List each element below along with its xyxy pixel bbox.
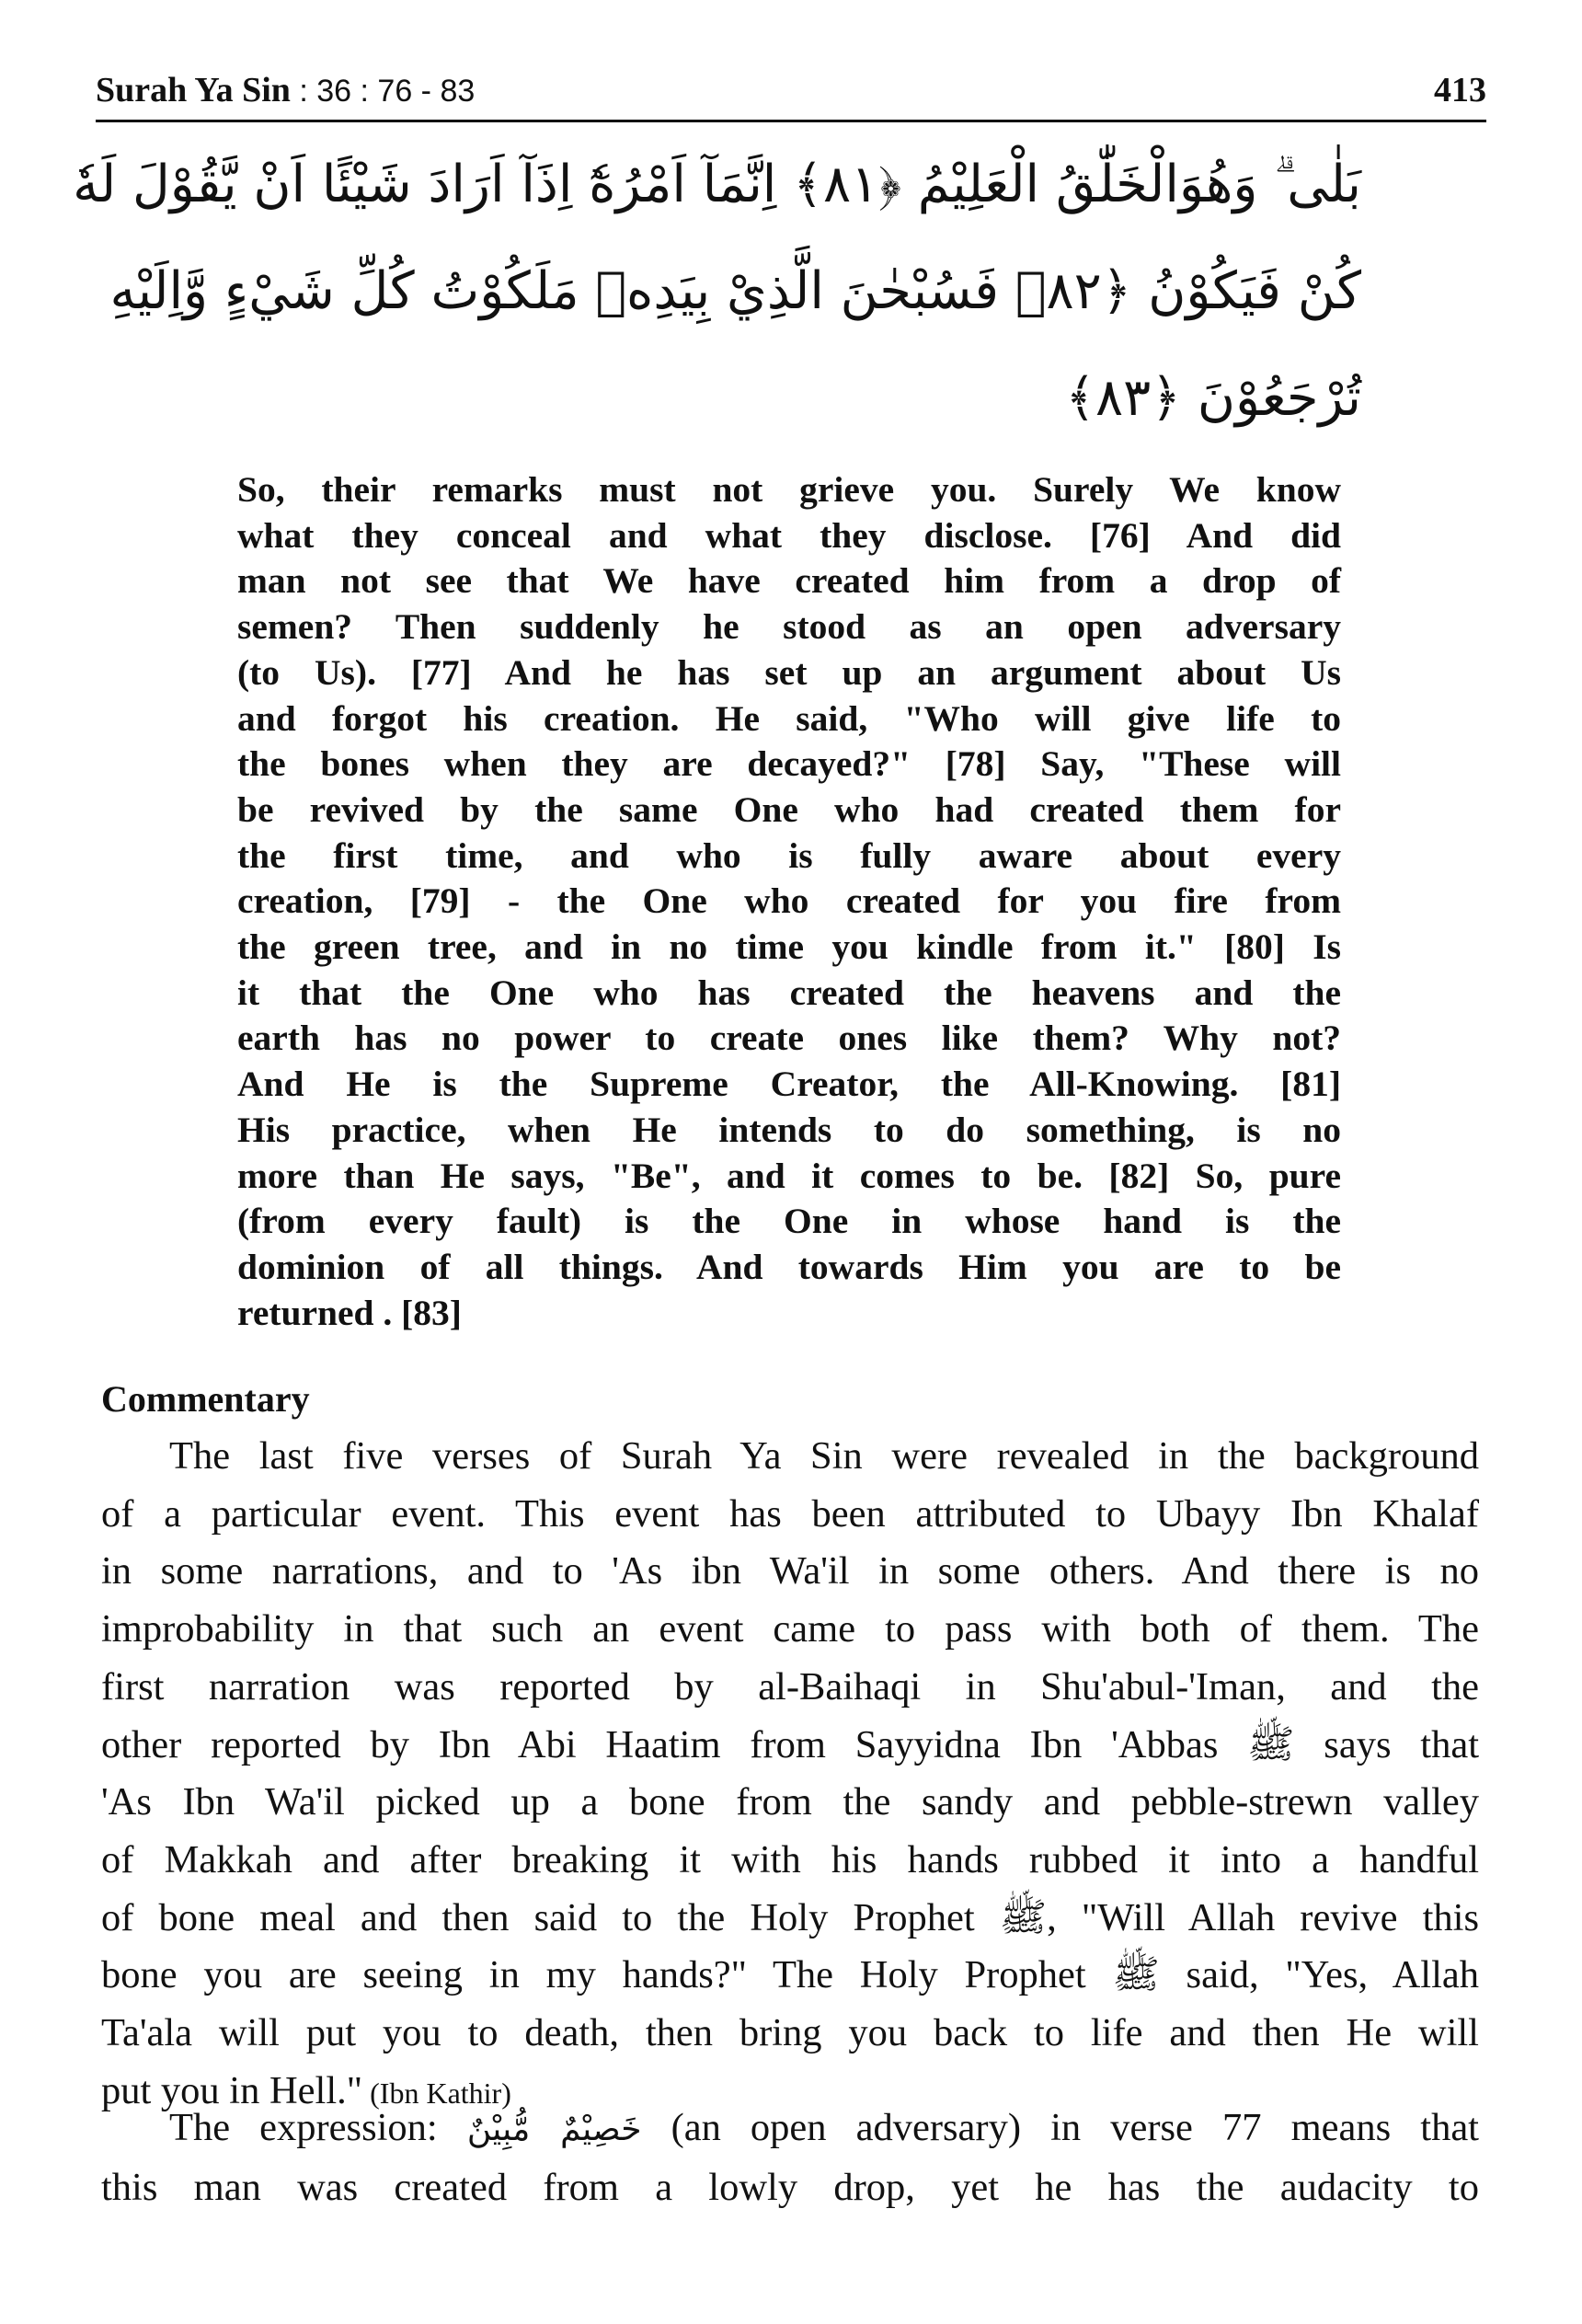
translation-line: (from every fault) is the One in whose hand is the (237, 1201, 1341, 1242)
paragraph-line: of a particular event. This event has been attributed to Ubayy Ibn Khalaf (101, 1491, 1479, 1536)
running-header (96, 64, 1486, 110)
paragraph-line: first narration was reported by al-Baihaqi in Shu'abul-'Iman, and the (101, 1664, 1479, 1708)
translation-line: dominion of all things. And towards Him you are to be (237, 1246, 1341, 1287)
header-divider (96, 120, 1486, 122)
translation-line: creation, [79] - the One who created for you fire from (237, 880, 1341, 922)
paragraph-line: of Makkah and after breaking it with his hands rubbed it into a handful (101, 1837, 1479, 1881)
verse-range: : 36 : 76 - 83 (290, 74, 476, 109)
paragraph-line: this man was created from a lowly drop, yet he has the audacity to (101, 2165, 1479, 2209)
translation-line: His practice, when He intends to do something, is no (237, 1109, 1341, 1150)
citation: (Ibn Kathir) (362, 2076, 511, 2110)
arabic-verse-line: تُرْجَعُوْنَ ﴿٨٣﴾ (1065, 368, 1361, 428)
translation-line: more than He says, "Be", and it comes to be. [82] So, pure (237, 1155, 1341, 1196)
commentary-paragraph (101, 2100, 1479, 2216)
paragraph-line: Ta'ala will put you to death, then bring you back to life and then He will (101, 2011, 1479, 2055)
translation-line: earth has no power to create ones like them? Why not? (237, 1018, 1341, 1059)
commentary-paragraph (101, 1428, 1479, 2122)
surah-name: Surah Ya Sin (96, 71, 291, 109)
translation-line: man not see that We have created him from a drop of (237, 560, 1341, 602)
paragraph-line: The last five verses of Surah Ya Sin were revealed in the background (169, 1434, 1479, 1478)
paragraph-line: other reported by Ibn Abi Haatim from Sayyidna Ibn 'Abbas ﷺ says that (101, 1722, 1479, 1766)
paragraph-text: The expression: (169, 2106, 467, 2149)
section-heading: Commentary (101, 1378, 310, 1420)
translation-line: semen? Then suddenly he stood as an open adversary (237, 606, 1341, 648)
page-number: 413 (1434, 71, 1486, 109)
translation-line: the first time, and who is fully aware about every (237, 834, 1341, 876)
paragraph-line: in some narrations, and to 'As ibn Wa'il in some others. And there is no (101, 1549, 1479, 1593)
translation-line: be revived by the same One who had created them for (237, 788, 1341, 830)
paragraph-line (101, 2100, 1479, 2159)
translation-line: So, their remarks must not grieve you. Surely We know (237, 469, 1341, 510)
translation-line: and forgot his creation. He said, "Who will give life to (237, 697, 1341, 739)
translation-line: the bones when they are decayed?" [78] Say, "These will (237, 743, 1341, 785)
translation-line: (to Us). [77] And he has set up an argument about Us (237, 651, 1341, 693)
paragraph-line: improbability in that such an event came to pass with both of them. The (101, 1607, 1479, 1651)
paragraph-line: bone you are seeing in my hands?" The Holy Prophet ﷺ said, "Yes, Allah (101, 1953, 1479, 1997)
translation-line: what they conceal and what they disclose. [76] And did (237, 514, 1341, 556)
arabic-inline-phrase: خَصِيْمٌ مُّبِيْنٌ (466, 2111, 642, 2148)
translation-line: the green tree, and in no time you kindle from it." [80] Is (237, 926, 1341, 968)
translation-line: returned . [83] (237, 1292, 462, 1333)
arabic-verse-line: بَلٰى ۗ وَهُوَالْخَلّٰقُ الْعَلِيْمُ ﴿٨١﴾ اِنَّمَآ اَمْرُهٗٓ اِذَآ اَرَادَ شَيْئًا اَنْ يَّقُوْلَ لَهٗ (73, 155, 1361, 214)
translation-line: it that the One who has created the heavens and the (237, 972, 1341, 1013)
paragraph-line: 'As Ibn Wa'il picked up a bone from the sandy and pebble-strewn valley (101, 1780, 1479, 1824)
paragraph-line: of bone meal and then said to the Holy Prophet ﷺ, "Will Allah revive this (101, 1895, 1479, 1939)
translation-block (237, 467, 1341, 1336)
arabic-verse-line: كُنْ فَيَكُوْنُ ﴿٨٢﴾ فَسُبْحٰنَ الَّذِيْ بِيَدِهٖ مَلَكُوْتُ كُلِّ شَيْءٍ وَّاِلَيْهِ (109, 261, 1361, 321)
paragraph-text: (an open adversary) in verse 77 means that (641, 2106, 1479, 2149)
translation-line: And He is the Supreme Creator, the All-Knowing. [81] (237, 1064, 1341, 1105)
header-title (96, 70, 475, 110)
paragraph-text: put you in Hell." (101, 2068, 363, 2112)
